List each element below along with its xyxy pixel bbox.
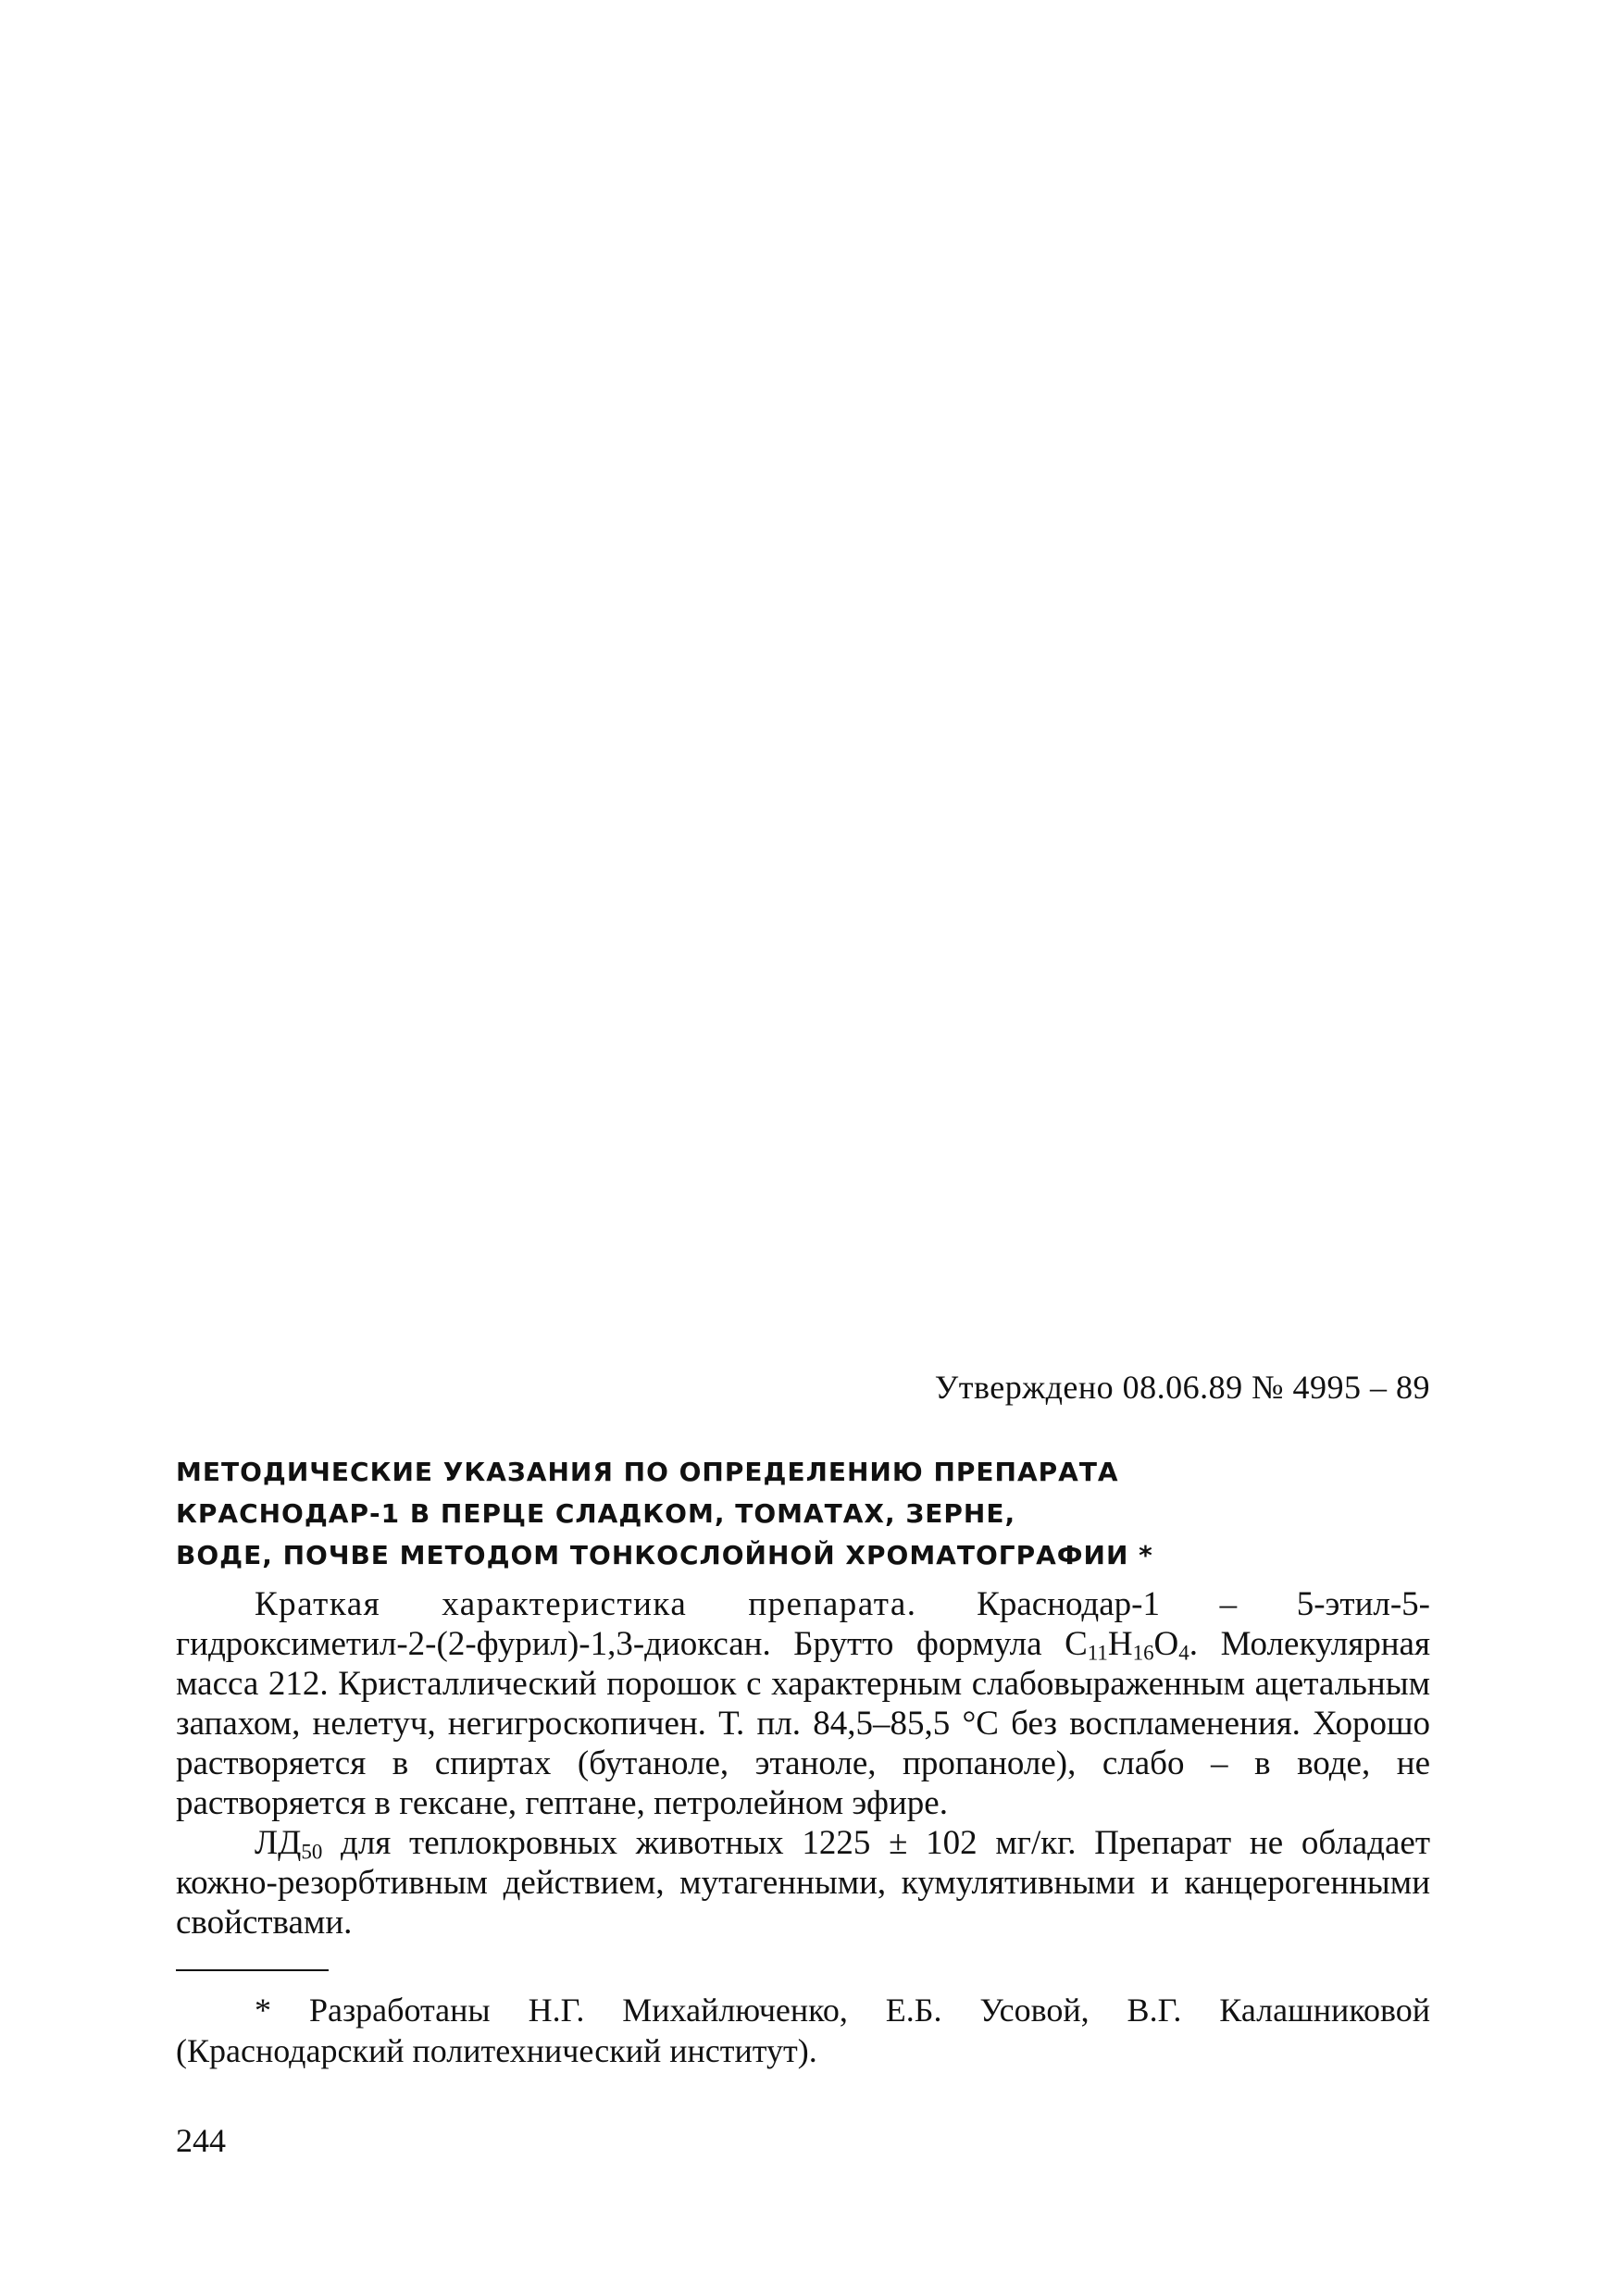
- footnote-divider: [176, 1969, 329, 1971]
- paragraph-characteristics: [176, 1584, 1430, 1823]
- formula-subscript-c: 11: [1087, 1641, 1108, 1665]
- page-number: 244: [176, 2122, 226, 2159]
- formula-subscript-o: 4: [1178, 1641, 1189, 1665]
- paragraph-text-before-formula: Краснодар-1 – 5-этил-5-гидроксиметил-2-(2-фурил)-1,3-диоксан. Брутто формула C: [176, 1585, 1430, 1663]
- body-text: [176, 1584, 1430, 1942]
- paragraph-text-after-formula: . Молекулярная масса 212. Кристаллический порошок с характерным слабовыраженным ацетальным запахом, нелетуч, негигроскопичен. Т. пл. 84,5–85,5 °С без воспламенения. Хорошо растворяется в спиртах (бутаноле, этаноле, пропаноле), слабо – в воде, не растворяется в гексане, гептане, петролейном эфире.: [176, 1625, 1430, 1822]
- ld-label: ЛД: [255, 1824, 302, 1862]
- formula-o: O: [1153, 1625, 1179, 1663]
- formula-h: H: [1107, 1625, 1133, 1663]
- paragraph-lead: Краткая характеристика препарата.: [255, 1585, 917, 1623]
- title-line-3-text: ВОДЕ, ПОЧВЕ МЕТОДОМ ТОНКОСЛОЙНОЙ ХРОМАТОГРАФИИ: [176, 1540, 1129, 1570]
- title-line-2: КРАСНОДАР-1 В ПЕРЦЕ СЛАДКОМ, ТОМАТАХ, ЗЕРНЕ,: [176, 1498, 1016, 1529]
- title-footnote-mark: *: [1139, 1540, 1153, 1570]
- title-line-3: [176, 1534, 1435, 1576]
- paragraph-toxicity: [176, 1823, 1430, 1942]
- ld-subscript: 50: [301, 1840, 323, 1864]
- footnote: * Разработаны Н.Г. Михайлюченко, Е.Б. Усовой, В.Г. Калашниковой (Краснодарский политехнический институт).: [176, 1992, 1430, 2069]
- approval-line: Утверждено 08.06.89 № 4995 – 89: [934, 1369, 1430, 1406]
- toxicity-text: для теплокровных животных 1225 ± 102 мг/кг. Препарат не обладает кожно-резорбтивным действием, мутагенными, кумулятивными и канцерогенными свойствами.: [176, 1824, 1430, 1942]
- formula-subscript-h: 16: [1132, 1641, 1154, 1665]
- document-title: [176, 1451, 1435, 1576]
- title-line-1: МЕТОДИЧЕСКИЕ УКАЗАНИЯ ПО ОПРЕДЕЛЕНИЮ ПРЕПАРАТА: [176, 1457, 1119, 1487]
